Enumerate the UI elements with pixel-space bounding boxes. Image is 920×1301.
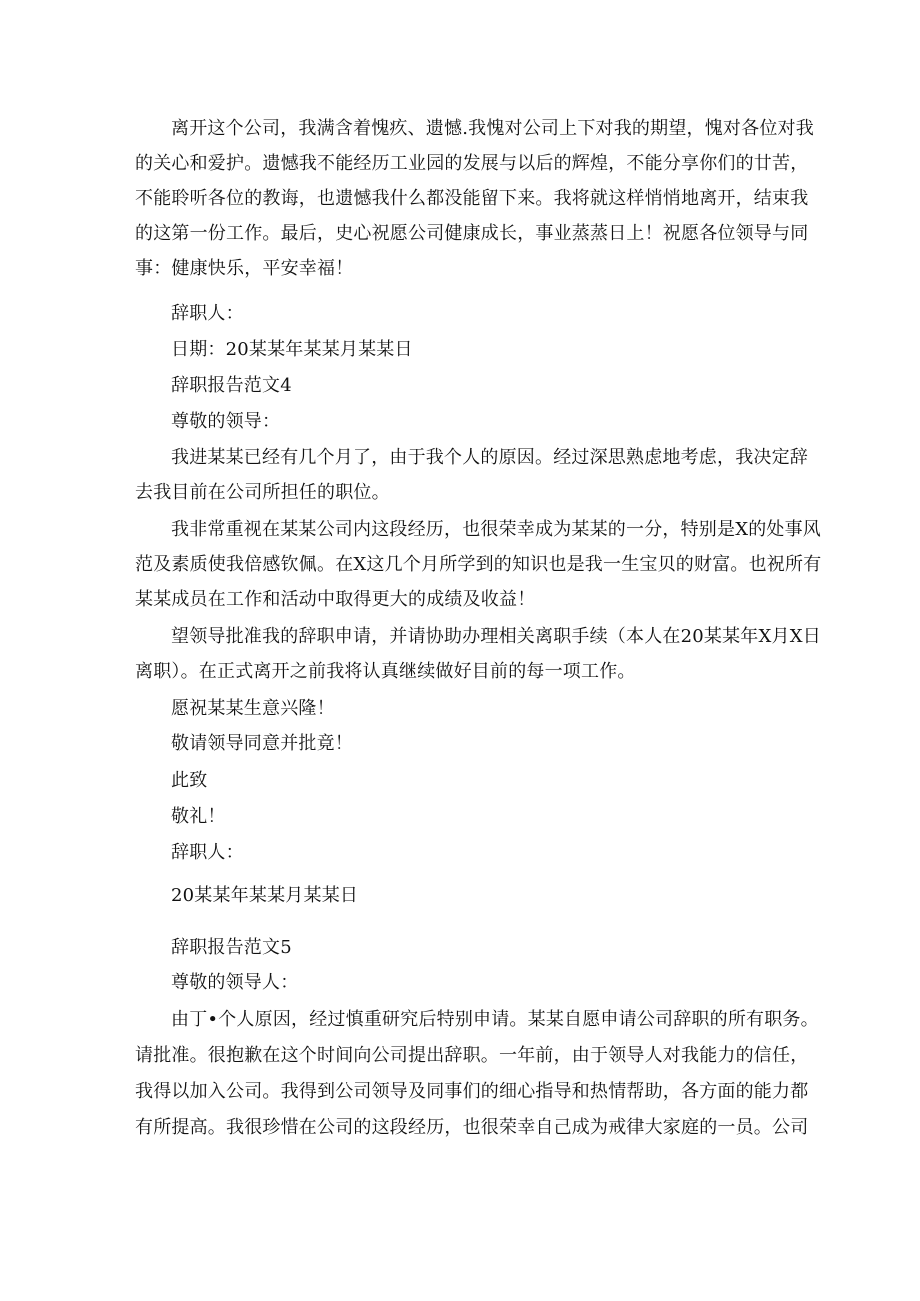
closing-line: 敬礼！ xyxy=(171,806,226,827)
text-line: 事：健康快乐，平安幸福！ xyxy=(135,258,354,279)
text-line: 有所提高。我很珍惜在公司的这段经历，也很荣幸自己成为戒律大家庭的一员。公司 xyxy=(135,1117,809,1138)
text-line: 范及素质使我倍感钦佩。在X这几个月所学到的知识也是我一生宝贝的财富。也祝所有 xyxy=(135,554,822,575)
salutation: 尊敬的领导： xyxy=(171,411,281,432)
text-line: 的这第一份工作。最后，史心祝愿公司健康成长，事业蒸蒸日上！祝愿各位领导与同 xyxy=(135,223,809,244)
text-line: 我非常重视在某某公司内这段经历，也很荣幸成为某某的一分，特别是X的处事风 xyxy=(171,519,822,540)
signature-label: 辞职人： xyxy=(171,303,244,324)
text-line: 我得以加入公司。我得到公司领导及同事们的细心指导和热情帮助，各方面的能力都 xyxy=(135,1081,809,1102)
signature-label: 辞职人： xyxy=(171,842,244,863)
text-line: 我进某某已经有几个月了，由于我个人的原因。经过深思熟虑地考虑，我决定辞 xyxy=(171,447,808,468)
date-line: 20某某年某某月某某日 xyxy=(171,885,359,906)
text-line: 由丁•个人原因，经过慎重研究后特别申请。某某自愿申请公司辞职的所有职务。 xyxy=(171,1009,819,1030)
section-heading: 辞职报告范文5 xyxy=(171,937,292,958)
text-line: 去我目前在公司所担任的职位。 xyxy=(135,482,390,503)
text-line: 请批准。很抱歉在这个时间向公司提出辞职。一年前，由于领导人对我能力的信任， xyxy=(135,1045,809,1066)
text-line: 不能聆听各位的教诲，也遗憾我什么都没能留下来。我将就这样悄悄地离开，结束我 xyxy=(135,188,809,209)
text-line: 的关心和爱护。遗憾我不能经历工业园的发展与以后的辉煌，不能分享你们的廿苦， xyxy=(135,153,809,174)
text-line: 望领导批准我的辞职申请，并请协助办理相关离职手续（本人在20某某年X月X日 xyxy=(171,626,821,647)
section-heading: 辞职报告范文4 xyxy=(171,375,292,396)
closing-line: 此致 xyxy=(171,770,208,791)
date-line: 日期：20某某年某某月某某日 xyxy=(171,339,413,360)
text-line: 愿祝某某生意兴隆！ xyxy=(171,698,335,719)
text-line: 某某成员在工作和活动中取得更大的成绩及收益！ xyxy=(135,589,536,610)
text-line: 离开这个公司，我满含着愧疚、遗憾.我愧对公司上下对我的期望，愧对各位对我 xyxy=(171,118,814,139)
text-line: 离职）。在正式离开之前我将认真继续做好目前的每一项工作。 xyxy=(135,661,636,682)
text-line: 敬请领导同意并批竟！ xyxy=(171,733,353,754)
salutation: 尊敬的领导人： xyxy=(171,972,299,993)
